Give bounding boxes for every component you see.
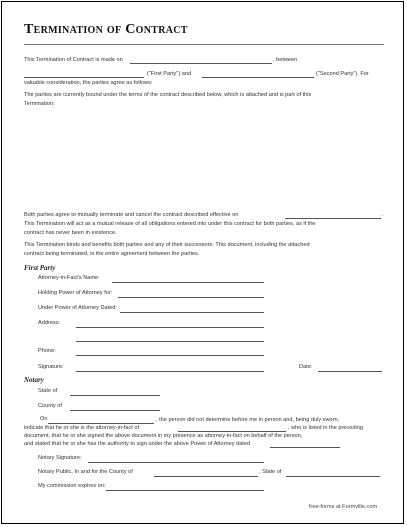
intro-line-5: Termination: [24, 101, 55, 107]
notary-state-label: , State of [259, 469, 282, 475]
first-party-name-field[interactable] [24, 77, 144, 78]
poa-dated-label: Under Power of Attorney Dated: [38, 305, 117, 311]
phone-label: Phone: [38, 348, 56, 354]
footer-credit: free-forms at Formville.com [308, 504, 377, 510]
notary-body-c: , who is listed in the preceding [288, 425, 363, 431]
signature-field[interactable] [76, 371, 264, 372]
notary-heading: Notary [24, 376, 44, 384]
notary-body-a: , the person did not determine before me in person and, being duly sworn, [156, 417, 340, 423]
intro-line-3: valuable consideration, the parties agree as follows: [24, 80, 153, 86]
holding-poa-field[interactable] [118, 297, 264, 298]
notary-state-field[interactable] [286, 476, 380, 477]
address-field-line-1[interactable] [76, 327, 264, 328]
commission-label: My commission expires on: [38, 483, 106, 489]
notary-body-e: and stated that he or she has the authority to sign under the above Power of Attorney dated [24, 441, 251, 447]
document-page [1, 1, 404, 524]
county-label: County of [38, 403, 62, 409]
on-label: On [40, 416, 48, 422]
intro-line-1-start: This Termination of Contract is made on [24, 57, 123, 63]
effective-date-field[interactable] [285, 218, 381, 219]
first-party-heading: First Party [24, 264, 56, 272]
address-field-line-2[interactable] [76, 341, 264, 342]
intro-line-2-end: ("Second Party"). For [316, 71, 369, 77]
commission-date-field[interactable] [106, 490, 264, 491]
attorney-name-label: Attorney-in-Fact's Name: [38, 275, 100, 281]
intro-line-4: The parties are currently bound under the terms of the contract described below, which is attached and is part of this [24, 92, 312, 98]
agreement-line-5: contract being terminated, is the entire agreement between the parties. [24, 251, 200, 257]
intro-line-1-end: , between [273, 57, 298, 63]
holding-poa-label: Holding Power of Attorney for: [38, 290, 113, 296]
notary-body-b: indicate that he or she is the attorney-in-fact of [24, 425, 140, 431]
notary-county-field[interactable] [154, 476, 258, 477]
intro-line-2-start: ("First Party") and [147, 71, 192, 77]
county-field[interactable] [70, 410, 160, 411]
agreement-line-1-end: . [382, 212, 384, 218]
agreement-line-1-start: Both parties agree to mutually terminate and cancel the contract described effective on [24, 212, 239, 218]
date-label: Date: [299, 364, 313, 370]
contract-date-field[interactable] [130, 63, 272, 64]
signature-label: Signature: [38, 364, 64, 370]
signature-date-field[interactable] [318, 371, 382, 372]
page-title: Termination of Contract [24, 22, 188, 37]
notary-signature-label: Notary Signature: [38, 455, 82, 461]
notary-signature-field[interactable] [88, 462, 264, 463]
notary-date-field[interactable] [48, 423, 154, 424]
agreement-line-2: This Termination will act as a mutual release of all obligations entered into under this contract for both parties, as if the [24, 221, 316, 227]
agreement-line-3: contract has never been in existence. [24, 230, 117, 236]
principal-name-field[interactable] [178, 431, 286, 432]
second-party-name-field[interactable] [202, 77, 314, 78]
state-label: State of [38, 388, 58, 394]
notary-poa-date-field[interactable] [270, 447, 340, 448]
phone-field[interactable] [76, 355, 264, 356]
title-divider [24, 44, 384, 45]
notary-public-label: Notary Public, In and for the County of [38, 469, 133, 475]
attorney-name-field[interactable] [112, 282, 264, 283]
notary-body-d: document, that he or she signed the above document in my presence as attorney-in-fact on behalf of the person, [24, 433, 303, 439]
state-field[interactable] [70, 395, 160, 396]
agreement-line-4: This Termination binds and benefits both parties and any of their successors. This document, including the attached [24, 242, 310, 248]
poa-dated-field[interactable] [120, 312, 264, 313]
address-label: Address: [38, 320, 61, 326]
